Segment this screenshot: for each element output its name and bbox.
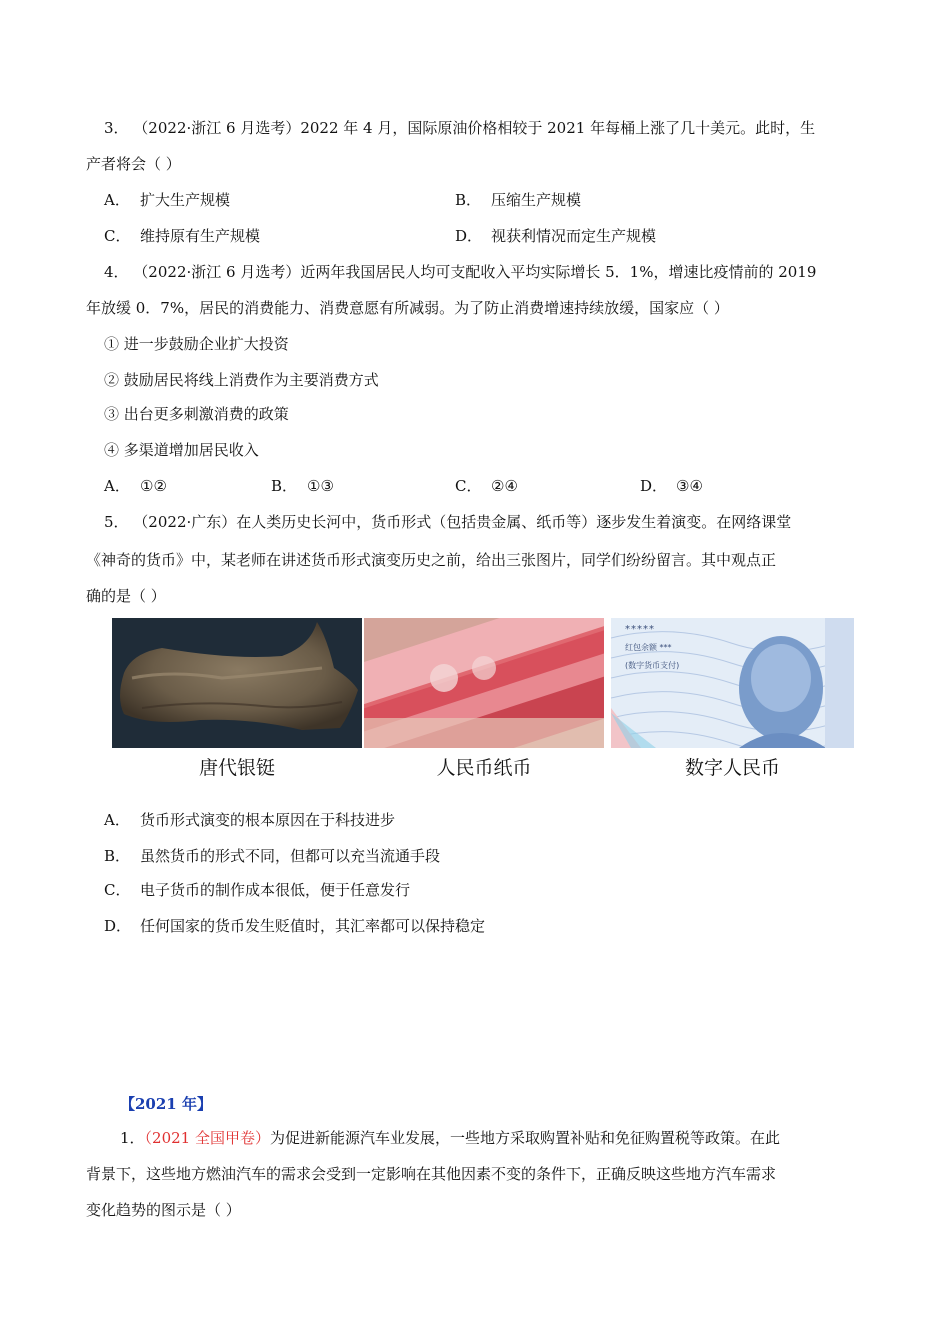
q4-item-3: ③ 出台更多刺激消费的政策: [104, 405, 289, 423]
q1-2021-line3: 变化趋势的图示是（ ）: [86, 1201, 241, 1219]
q5-option-c: C． 电子货币的制作成本很低，便于任意发行: [104, 881, 411, 899]
q4-option-c: C． ②④: [455, 477, 518, 495]
rmb-banknotes-image: [364, 618, 604, 748]
image2-caption: 人民币纸币: [436, 757, 532, 779]
q1-2021-line2: 背景下，这些地方燃油汽车的需求会受到一定影响在其他因素不变的条件下，正确反映这些地方汽车需求: [86, 1165, 777, 1183]
q3-option-a: A． 扩大生产规模: [104, 191, 231, 209]
digital-rmb-stars: *****: [625, 624, 655, 635]
q5-option-a: A． 货币形式演变的根本原因在于科技进步: [104, 811, 396, 829]
q3-option-d: D． 视获利情况而定生产规模: [455, 227, 657, 245]
q4-line1: 4． （2022·浙江 6 月选考）近两年我国居民人均可支配收入平均实际增长 5．1%，增速比疫情前的 2019: [104, 263, 817, 281]
digital-rmb-text2: (数字货币支付): [625, 661, 680, 670]
q4-option-d: D． ③④: [640, 477, 703, 495]
q5-option-d: D． 任何国家的货币发生贬值时，其汇率都可以保持稳定: [104, 917, 486, 935]
q5-line3: 确的是（ ）: [86, 587, 166, 605]
q4-option-b: B． ①③: [271, 477, 334, 495]
q4-item-2: ② 鼓励居民将线上消费作为主要消费方式: [104, 371, 379, 389]
image1-caption: 唐代银铤: [198, 757, 275, 779]
image3-caption: 数字人民币: [684, 757, 780, 779]
digital-rmb-image: [611, 618, 854, 748]
q3-option-b: B． 压缩生产规模: [455, 191, 582, 209]
section-heading-2021: 【2021 年】: [120, 1095, 212, 1113]
q1-2021-source: （2021 全国甲卷）: [144, 1129, 270, 1147]
q5-line2: 《神奇的货币》中，某老师在讲述货币形式演变历史之前，给出三张图片，同学们纷纷留言。其中观点正: [86, 551, 777, 569]
q3-option-c: C． 维持原有生产规模: [104, 227, 261, 245]
q1-2021-line1: 1．（2021 全国甲卷）为促进新能源汽车业发展，一些地方采取购置补贴和免征购置税等政策。在此: [120, 1129, 781, 1147]
q4-option-a: A． ①②: [104, 477, 167, 495]
digital-rmb-text1: 红包余额 ***: [625, 643, 672, 652]
q4-item-1: ① 进一步鼓励企业扩大投资: [104, 335, 289, 353]
silver-ingot-image: [112, 618, 362, 748]
q5-option-b: B． 虽然货币的形式不同，但都可以充当流通手段: [104, 847, 441, 865]
q4-line2: 年放缓 0．7%，居民的消费能力、消费意愿有所减弱。为了防止消费增速持续放缓，国家应（ ）: [86, 299, 729, 317]
q3-line2: 产者将会（ ）: [86, 155, 181, 173]
q3-line1: 3． （2022·浙江 6 月选考）2022 年 4 月，国际原油价格相较于 2021 年每桶上涨了几十美元。此时，生: [104, 119, 816, 137]
q4-item-4: ④ 多渠道增加居民收入: [104, 441, 259, 459]
q5-line1: 5． （2022·广东）在人类历史长河中，货币形式（包括贵金属、纸币等）逐步发生着演变。在网络课堂: [104, 513, 792, 531]
